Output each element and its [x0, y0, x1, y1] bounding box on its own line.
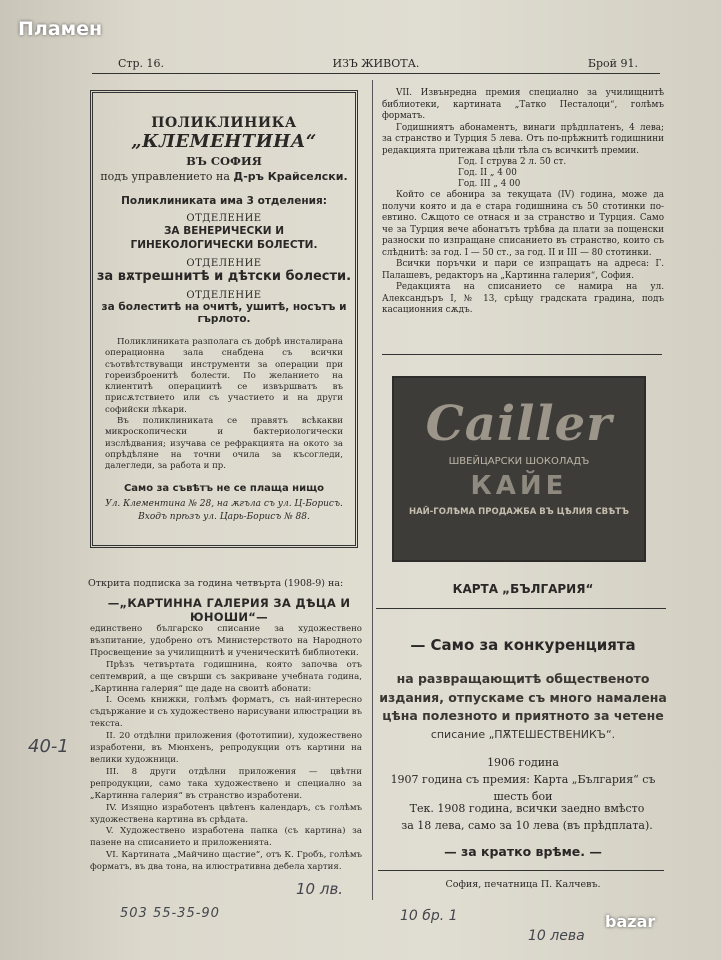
sub-p6: IV. Изящно изработенъ цвѣтенъ календаръ, съ голѣмъ художествена картина въ срѣдата. — [90, 802, 362, 825]
competition-body — [378, 670, 668, 744]
cailler-name: КАЙЕ — [470, 471, 568, 501]
dept-label-1: ОТДЕЛЕНИЕ — [186, 213, 262, 224]
competition-title-text: Само за конкуренцията — [430, 636, 636, 654]
karta-rule — [376, 608, 666, 609]
cailler-slogan: НАЙ-ГОЛѢМА ПРОДАЖБА ВЪ ЦѢЛИЯ СВѢТЪ — [408, 507, 630, 517]
sub-p7: V. Художествено изработена папка (съ картина) за пазене на списанието и приложенията. — [90, 826, 362, 849]
clinic-title — [93, 115, 355, 152]
subscription-heading: Открита подписка за година четвърта (1908-9) на: — [88, 578, 344, 589]
sub-p3: I. Осемь книжки, голѣмъ форматъ, съ най-интересно съдържание и съ художествено нарисувани илюстрации въ текста. — [90, 695, 362, 730]
sub-p4: II. 20 отдѣлни приложения (фототипии), художествено изработени, въ Мюнхенъ, репродукции отъ картини на велики художници. — [90, 731, 362, 765]
clinic-free-advice: Само за съвѣтъ не се плаща нищо — [123, 482, 325, 494]
handwritten-note-1: 40-1 — [28, 736, 69, 757]
clinic-city: ВЪ СОФИЯ — [186, 154, 262, 168]
dept-3: за болеститѣ на очитѣ, ушитѣ, носътъ и гърлото. — [101, 301, 347, 325]
dept-label-2: ОТДЕЛЕНИЕ — [186, 258, 262, 269]
sub-p5: III. 8 други отдѣлни приложения — цвѣтни репродукции, само така художествено и специално за „Картинна галерия“ въ странство изработени. — [90, 766, 362, 801]
competition-title — [382, 636, 664, 654]
subscription-continued — [382, 88, 664, 317]
clinic-title-name: „КЛЕМЕНТИНА“ — [131, 131, 317, 152]
short-time-notice — [382, 844, 664, 859]
handwritten-note-5: 10 лева — [528, 928, 585, 944]
subscription-title-text: „КАРТИННА ГАЛЕРИЯ ЗА ДѢЦА И ЮНОШИ“ — [119, 596, 351, 624]
rt-p4: Всички поръчки и пари се изпращатъ на адреса: Г. Палашевъ, редакторъ на „Картинна галерия“, София. — [382, 259, 664, 281]
cailler-subtitle: ШВЕЙЦАРСКИ ШОКОЛАДЪ — [448, 456, 590, 467]
rt-p3: Който се абонира за текущата (IV) година, може да получи която и да е стара годишнина съ 50 стотинки по-евтино. Сѫщото се отнася и за странство и Турция. Само че за Турция вече абонатътъ трѣбва да плати за пощенски разноски по изпращане списанието въ странство, които съ слѣднитѣ: за год. I — 50 ст., за год. II и III — 80 стотинки. — [382, 190, 664, 258]
tek-line-2: за 18 лева, само за 10 лева (въ прѣдплата). — [401, 819, 653, 832]
price-3: Год. III „ 4 00 — [458, 179, 521, 189]
current-year-offer — [392, 800, 662, 834]
printer-credit: София, печатница П. Калчевъ. — [445, 879, 601, 890]
clinic-description — [93, 337, 355, 473]
clinic-address-1: Ул. Клементина № 28, на ѫгъла съ ул. Ц-Борисъ. — [105, 498, 343, 509]
column-rule — [372, 80, 373, 900]
issue-number: Брой 91. — [587, 57, 638, 70]
clinic-body-2: Въ поликлиниката се правятъ всѣкакви микроскопически и бактериологически изслѣдвания; изучава се рефракцията на окото за опрѣдѣляне на точни очила за късогледи, далегледи, за работа и пр. — [105, 416, 343, 472]
rt-p5: Редакцията на списанието се намира на ул. Александъръ I, № 13, срѣщу градската градина, подъ касационния сѫдъ. — [382, 282, 664, 315]
subscription-text — [90, 624, 362, 874]
years-list — [378, 754, 668, 805]
tek-line-1: Тек. 1908 година, всички заедно вмѣсто — [409, 802, 645, 815]
clinic-ad — [90, 90, 358, 548]
karta-heading: КАРТА „БЪЛГАРИЯ“ — [452, 582, 594, 596]
price-1: Год. I струва 2 л. 50 ст. — [458, 157, 567, 167]
clinic-body-1: Поликлиниката разполага съ добрѣ инсталирана операционна зала снабдена съ всички съотвѣтствуващи инструменти за операции при гореизброенитѣ болести. По желанието на клиентитѣ операциитѣ се извършватъ въ присѫтствието или съ участието и на други софийски лѣкари. — [105, 337, 343, 415]
cailler-ad — [392, 376, 646, 562]
price-2: Год. II „ 4 00 — [458, 168, 517, 178]
clinic-address — [93, 498, 355, 524]
bazar-logo: bazar — [605, 912, 656, 931]
competition-body-text: на развращающитѣ общественото издания, отпускаме съ много намалена цѣна полезното и приятното за четене — [379, 671, 667, 723]
handwritten-note-3: 503 55-35-90 — [120, 906, 220, 921]
rt-p1: VII. Извънредна премия специално за училищнитѣ библиотеки, картината „Татко Песталоци“, голѣмъ форматъ. — [382, 88, 664, 121]
departments-intro: Поликлиниката има 3 отделения: — [121, 195, 327, 207]
year-1906: 1906 година — [487, 756, 559, 769]
clinic-management — [93, 170, 355, 183]
sub-p1: единствено българско списание за художествено възпитание, удобрено отъ Министерството на Народното Просвещение за училищнитѣ и ученическитѣ библиотеки. — [90, 624, 362, 658]
dept-2: за вѫтрешнитѣ и дѣтски болести. — [96, 269, 352, 284]
page-number: Стр. 16. — [118, 57, 165, 70]
cailler-logo: Cailler — [425, 396, 613, 452]
dept-1: ЗА ВЕНЕРИЧЕСКИ И ГИНЕКОЛОГИЧЕСКИ БОЛЕСТИ. — [130, 225, 318, 251]
watermark: Пламен — [18, 18, 103, 40]
right-top-rule — [382, 354, 662, 355]
year-1907: 1907 година съ премия: Карта „България“ съ шесть бои — [390, 773, 656, 803]
header-rule — [92, 73, 660, 74]
short-time-text: за кратко врѣме. — [460, 844, 586, 859]
page-header — [118, 57, 638, 70]
rt-p2: Годишниятъ абонаментъ, винаги прѣдплатенъ, 4 лева; за странство и Турция 5 лева. Отъ по-прѣжнитѣ годишнини редакцията притежава цѣли тѣла съ всичкитѣ премии. — [382, 122, 664, 156]
management-name: Д-ръ Крайселски. — [233, 170, 348, 183]
clinic-title-prefix: ПОЛИКЛИНИКА — [151, 115, 297, 131]
handwritten-note-2: 10 лв. — [296, 880, 344, 898]
subscription-title — [98, 596, 360, 624]
dept-label-3: ОТДЕЛЕНИЕ — [186, 290, 262, 301]
sub-p8: VI. Картината „Майчино щастие“, отъ К. Гробъ, голѣмъ форматъ, въ два тона, на илюстративна дебела хартия. — [90, 850, 362, 873]
sub-p2: Прѣзъ четвъртата годишнина, която започва отъ септемврий, а ще свърши съ закриване учебната година, „Картинна галерия“ ще даде на своитѣ абонати: — [90, 659, 362, 694]
journal-name: списание „ПѪТЕШЕСТВЕНИКЪ“. — [430, 727, 616, 741]
management-prefix: подъ управлението на — [100, 170, 230, 183]
handwritten-note-4: 10 бр. 1 — [400, 908, 458, 924]
bottom-rule — [378, 870, 664, 871]
clinic-address-2: Входъ прѣзъ ул. Царь-Борисъ № 88. — [138, 511, 310, 522]
publication-title: ИЗЪ ЖИВОТА. — [332, 57, 420, 70]
